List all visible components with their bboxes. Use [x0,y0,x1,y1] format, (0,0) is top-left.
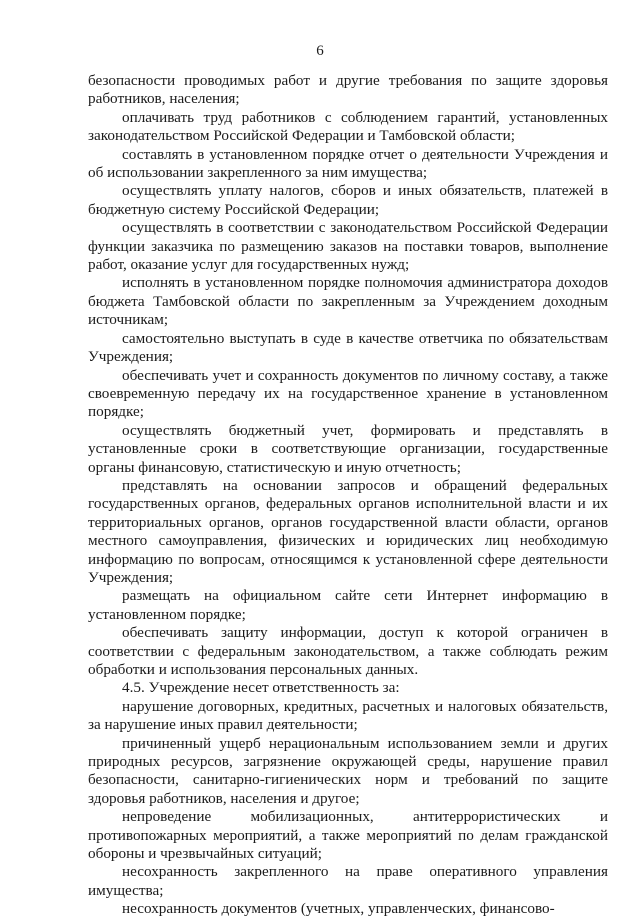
paragraph: нарушение договорных, кредитных, расчетных и налоговых обязательств, за нарушение иных правил деятельности; [88,697,608,734]
paragraph: составлять в установленном порядке отчет о деятельности Учреждения и об использовании закрепленного за ним имущества; [88,145,608,182]
paragraph: несохранность закрепленного на праве оперативного управления имущества; [88,863,608,899]
document-body [88,72,608,919]
paragraph: исполнять в установленном порядке полномочия администратора доходов бюджета Тамбовской области по закрепленным за Учреждением доходным источникам; [88,274,608,329]
paragraph: несохранность документов (учетных, управленческих, финансово- [122,900,555,918]
paragraph: осуществлять бюджетный учет, формировать и представлять в установленные сроки в соответствующие организации, государственные органы финансовую, статистическую и иную отчетность; [88,421,608,476]
paragraph: безопасности проводимых работ и другие требования по защите здоровья работников, населения; [88,72,608,108]
paragraph: оплачивать труд работников с соблюдением гарантий, установленных законодательством Российской Федерации и Тамбовской области; [88,108,608,145]
paragraph: самостоятельно выступать в суде в качестве ответчика по обязательствам Учреждения; [88,329,608,366]
page-number: 6 [316,43,324,59]
paragraph: 4.5. Учреждение несет ответственность за: [122,679,400,697]
paragraph: причиненный ущерб нерациональным использованием земли и других природных ресурсов, загрязнение окружающей среды, нарушение правил безопасности, санитарно-гигиенических норм и требований по защите здоровья работников, населения и другое; [88,734,608,807]
paragraph: обеспечивать учет и сохранность документов по личному составу, а также своевременную передачу их на государственное хранение в установленном порядке; [88,366,608,421]
paragraph: размещать на официальном сайте сети Интернет информацию в установленном порядке; [88,587,608,623]
paragraph: осуществлять уплату налогов, сборов и иных обязательств, платежей в бюджетную систему Российской Федерации; [88,182,608,218]
paragraph: обеспечивать защиту информации, доступ к которой ограничен в соответствии с федеральным законодательством, а также соблюдать режим обработки и использования персональных данных. [88,624,608,678]
paragraph: представлять на основании запросов и обращений федеральных государственных органов, федеральных органов исполнительной власти и их территориальных органов, органов государственной власти области, органов местного самоуправления, физических и юридических лиц необходимую информацию по вопросам, относящимся к установленной сфере деятельности Учреждения; [88,476,608,586]
paragraph: непроведение мобилизационных, антитеррористических и противопожарных мероприятий, а также мероприятий по делам гражданской обороны и чрезвычайных ситуаций; [88,808,608,863]
paragraph: осуществлять в соответствии с законодательством Российской Федерации функции заказчика по размещению заказов на поставки товаров, выполнение работ, оказание услуг для государственных нужд; [88,219,608,274]
